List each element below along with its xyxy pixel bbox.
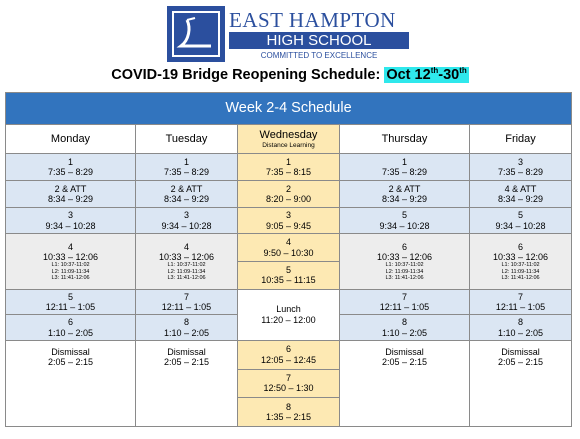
tue-period-1 xyxy=(136,154,238,181)
period-number: 4 xyxy=(67,241,73,252)
mon-period-3 xyxy=(6,207,136,234)
logo-tagline: COMMITTED TO EXCELLENCE xyxy=(260,51,378,60)
period-number: 1 xyxy=(67,156,73,167)
thu-period-3 xyxy=(340,207,470,234)
period-number: 3 xyxy=(518,156,524,167)
period-time: 12:50 – 1:30 xyxy=(263,383,314,394)
thu-period-2 xyxy=(340,181,470,208)
lunch-3: L3: 11:41-12:06 xyxy=(501,274,540,281)
thu-period-6 xyxy=(340,315,470,341)
title-date-end: -30 xyxy=(438,66,460,83)
period-number: 1 xyxy=(285,156,291,167)
title-sup-1: th xyxy=(430,66,439,75)
period-number: 4 & ATT xyxy=(504,183,537,194)
period-time: 1:10 – 2:05 xyxy=(47,327,94,338)
lunch-time: 11:20 – 12:00 xyxy=(261,314,316,325)
lunch-1: L1: 10:37-11:02 xyxy=(51,262,90,269)
period-number: 2 & ATT xyxy=(54,183,87,194)
fri-period-6 xyxy=(470,315,572,341)
fri-period-3 xyxy=(470,207,572,234)
dismissal-label: Dismissal xyxy=(167,346,206,357)
period-time: 1:10 – 2:05 xyxy=(163,327,210,338)
lunch-3: L3: 11:41-12:06 xyxy=(385,274,424,281)
period-number: 8 xyxy=(183,317,189,328)
mon-period-6 xyxy=(6,315,136,341)
period-number: 6 xyxy=(67,317,73,328)
period-time: 1:10 – 2:05 xyxy=(381,327,428,338)
period-number: 5 xyxy=(401,210,407,221)
lunch-1: L1: 10:37-11:02 xyxy=(167,262,206,269)
wed-period-7 xyxy=(238,369,340,398)
fri-period-2 xyxy=(470,181,572,208)
period-time: 9:34 – 10:28 xyxy=(161,220,212,231)
period-time: 10:33 – 12:06 xyxy=(376,252,433,263)
period-number: 8 xyxy=(401,317,407,328)
period-number: 6 xyxy=(518,241,524,252)
period-number: 7 xyxy=(285,373,291,384)
period-time: 9:34 – 10:28 xyxy=(495,220,546,231)
logo-school: HIGH SCHOOL xyxy=(229,32,409,49)
dismissal-time: 2:05 – 2:15 xyxy=(47,357,94,368)
period-number: 7 xyxy=(401,291,407,302)
period-number: 5 xyxy=(67,291,73,302)
lunch-3: L3: 11:41-12:06 xyxy=(51,274,90,281)
fri-period-1 xyxy=(470,154,572,181)
fri-dismissal xyxy=(470,340,572,426)
period-time: 12:05 – 12:45 xyxy=(260,354,317,365)
day-friday: Friday xyxy=(470,124,572,154)
dismissal-label: Dismissal xyxy=(501,346,540,357)
period-number: 3 xyxy=(183,210,189,221)
school-logo xyxy=(167,6,417,64)
tue-period-3 xyxy=(136,207,238,234)
period-number: 3 xyxy=(285,210,291,221)
period-number: 8 xyxy=(518,317,524,328)
period-number: 7 xyxy=(518,291,524,302)
wed-period-1 xyxy=(238,154,340,181)
fri-period-5 xyxy=(470,289,572,315)
thu-period-1 xyxy=(340,154,470,181)
tue-period-6 xyxy=(136,315,238,341)
period-time: 12:11 – 1:05 xyxy=(45,301,96,312)
period-time: 10:33 – 12:06 xyxy=(492,252,549,263)
fri-period-4 xyxy=(470,234,572,289)
period-time: 7:35 – 8:15 xyxy=(265,167,312,178)
period-number: 7 xyxy=(183,291,189,302)
lunch-3: L3: 11:41-12:06 xyxy=(167,274,206,281)
period-number: 2 & ATT xyxy=(170,183,203,194)
dismissal-time: 2:05 – 2:15 xyxy=(163,357,210,368)
logo-name: EAST HAMPTON xyxy=(229,8,396,32)
tue-period-5 xyxy=(136,289,238,315)
period-time: 9:05 – 9:45 xyxy=(265,220,312,231)
period-time: 7:35 – 8:29 xyxy=(47,167,94,178)
title-date-start: Oct 12 xyxy=(386,66,431,83)
day-wednesday-sub: Distance Learning xyxy=(262,141,315,149)
wed-period-3 xyxy=(238,207,340,234)
period-time: 7:35 – 8:29 xyxy=(497,167,544,178)
day-wednesday xyxy=(238,124,340,154)
period-number: 5 xyxy=(285,264,291,275)
lunch-1: L1: 10:37-11:02 xyxy=(501,262,540,269)
dismissal-time: 2:05 – 2:15 xyxy=(497,357,544,368)
wed-period-6 xyxy=(238,340,340,369)
period-number: 5 xyxy=(518,210,524,221)
period-number: 1 xyxy=(401,156,407,167)
period-number: 3 xyxy=(67,210,73,221)
period-time: 9:34 – 10:28 xyxy=(379,220,430,231)
dismissal-time: 2:05 – 2:15 xyxy=(381,357,428,368)
wed-lunch xyxy=(238,289,340,340)
day-monday: Monday xyxy=(6,124,136,154)
period-time: 8:34 – 9:29 xyxy=(497,193,544,204)
period-time: 10:33 – 12:06 xyxy=(42,252,99,263)
period-time: 8:34 – 9:29 xyxy=(381,193,428,204)
mon-period-5 xyxy=(6,289,136,315)
day-wednesday-label: Wednesday xyxy=(259,129,318,142)
period-number: 6 xyxy=(401,241,407,252)
thu-period-5 xyxy=(340,289,470,315)
title-date-range xyxy=(384,67,468,83)
period-time: 1:10 – 2:05 xyxy=(497,327,544,338)
period-number: 6 xyxy=(285,344,291,355)
period-time: 12:11 – 1:05 xyxy=(379,301,430,312)
period-number: 4 xyxy=(285,237,291,248)
wed-period-2 xyxy=(238,181,340,208)
mon-dismissal xyxy=(6,340,136,426)
thu-dismissal xyxy=(340,340,470,426)
title-sup-2: th xyxy=(459,66,467,75)
day-thursday: Thursday xyxy=(340,124,470,154)
dismissal-label: Dismissal xyxy=(385,346,424,357)
period-number: 2 xyxy=(285,183,291,194)
lunch-1: L1: 10:37-11:02 xyxy=(385,262,424,269)
lunch-2: L2: 11:09-11:34 xyxy=(51,268,90,275)
mon-period-1 xyxy=(6,154,136,181)
schedule-header: Week 2-4 Schedule xyxy=(6,93,572,125)
tue-dismissal xyxy=(136,340,238,426)
wed-period-8 xyxy=(238,398,340,427)
tue-period-4 xyxy=(136,234,238,289)
period-time: 10:35 – 11:15 xyxy=(261,275,316,286)
schedule-table xyxy=(5,92,572,427)
period-time: 9:50 – 10:30 xyxy=(263,247,314,258)
period-time: 9:34 – 10:28 xyxy=(45,220,96,231)
logo-emblem-icon xyxy=(167,6,225,62)
period-number: 2 & ATT xyxy=(388,183,421,194)
period-time: 8:34 – 9:29 xyxy=(163,193,210,204)
period-time: 7:35 – 8:29 xyxy=(381,167,428,178)
period-number: 8 xyxy=(285,401,291,412)
thu-period-4 xyxy=(340,234,470,289)
period-time: 12:11 – 1:05 xyxy=(161,301,212,312)
page-title xyxy=(0,66,580,83)
tue-period-2 xyxy=(136,181,238,208)
period-time: 8:34 – 9:29 xyxy=(47,193,94,204)
lunch-label: Lunch xyxy=(276,304,301,315)
lunch-2: L2: 11:09-11:34 xyxy=(167,268,206,275)
period-time: 1:35 – 2:15 xyxy=(265,412,312,423)
wed-period-4 xyxy=(238,234,340,262)
period-time: 7:35 – 8:29 xyxy=(163,167,210,178)
period-time: 12:11 – 1:05 xyxy=(495,301,546,312)
title-prefix: COVID-19 Bridge Reopening Schedule: xyxy=(111,66,385,83)
lunch-2: L2: 11:09-11:34 xyxy=(385,268,424,275)
period-number: 1 xyxy=(183,156,189,167)
wed-period-5 xyxy=(238,261,340,289)
period-time: 8:20 – 9:00 xyxy=(265,193,312,204)
mon-period-4 xyxy=(6,234,136,289)
day-tuesday: Tuesday xyxy=(136,124,238,154)
lunch-2: L2: 11:09-11:34 xyxy=(501,268,540,275)
mon-period-2 xyxy=(6,181,136,208)
period-number: 4 xyxy=(183,241,189,252)
period-time: 10:33 – 12:06 xyxy=(158,252,215,263)
dismissal-label: Dismissal xyxy=(51,346,90,357)
